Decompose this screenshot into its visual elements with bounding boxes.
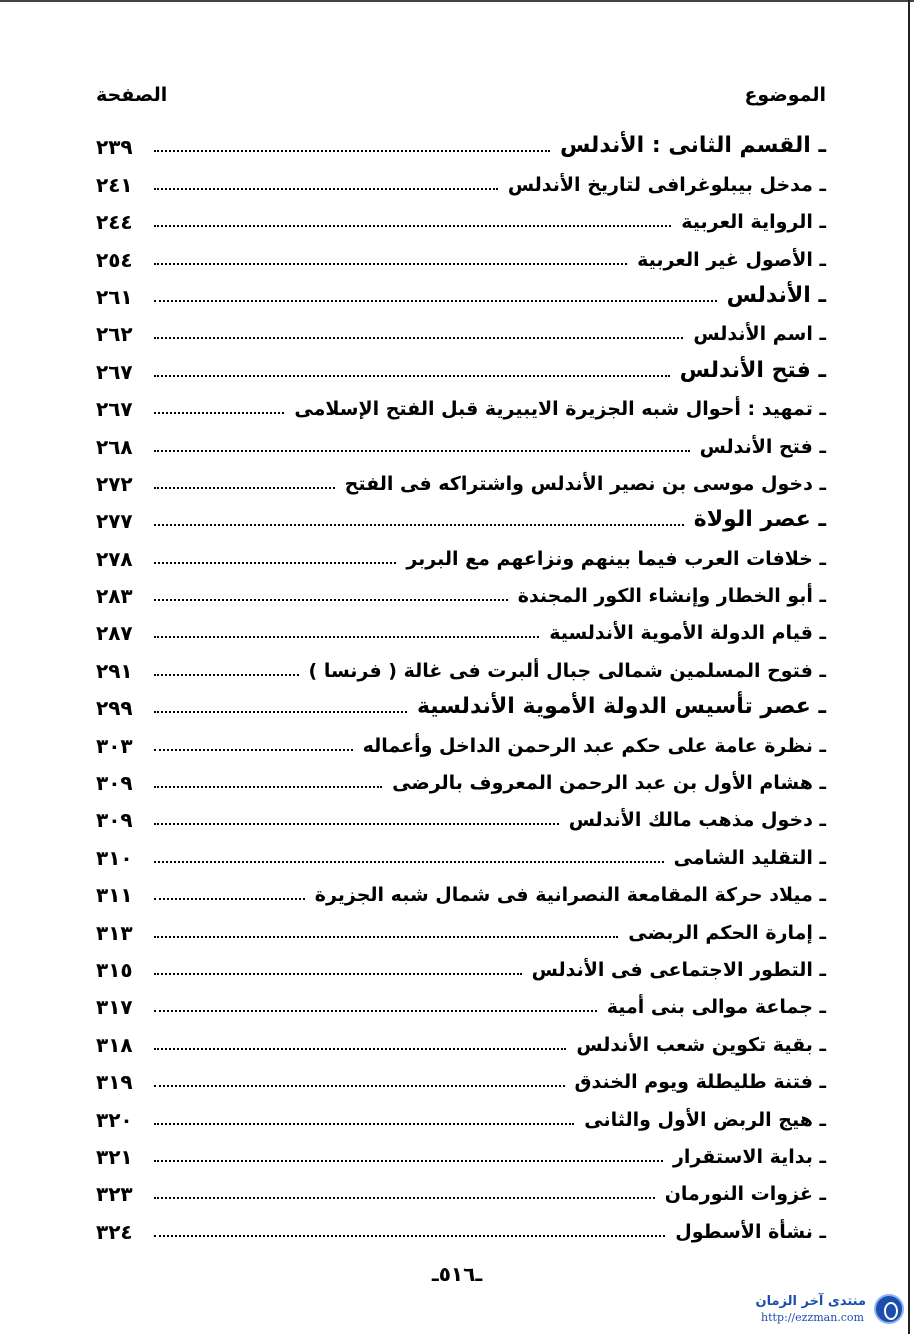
toc-entry-title: ـ إمارة الحكم الربضى — [628, 921, 826, 944]
page-number: ـ٥١٦ـ — [431, 1262, 483, 1286]
toc-subsection-row — [96, 164, 826, 201]
toc-entry-page: ٢٧٧ — [96, 509, 133, 534]
watermark-logo — [736, 1292, 908, 1328]
dot-leader — [154, 300, 717, 302]
toc-entry-title: ـ دخول مذهب مالك الأندلس — [568, 809, 826, 832]
toc-entry-title: ـ الرواية العربية — [681, 211, 826, 234]
dot-leader — [154, 973, 522, 975]
dot-leader — [154, 898, 305, 900]
toc-section-row — [96, 688, 826, 725]
dot-leader — [154, 1197, 655, 1199]
toc-entry-title: ـ عصر الولاة — [693, 507, 826, 533]
toc-entry-title: ـ اسم الأندلس — [693, 323, 826, 346]
toc-entry-title: ـ هشام الأول بن عبد الرحمن المعروف بالرضى — [392, 772, 826, 795]
toc-entry-page: ٢٦٢ — [96, 322, 133, 347]
toc-subsection-row — [96, 202, 826, 239]
dot-leader — [154, 711, 407, 713]
dot-leader — [154, 1123, 574, 1125]
subject-column-heading: الموضوع — [744, 84, 826, 106]
toc-entry-page: ٢٨٣ — [96, 584, 133, 609]
toc-subsection-row — [96, 650, 826, 687]
toc-entry-title: ـ بداية الاستقرار — [672, 1145, 826, 1168]
toc-entry-title: ـ عصر تأسيس الدولة الأموية الأندلسية — [416, 694, 826, 720]
toc-section-row — [96, 277, 826, 314]
dot-leader — [154, 375, 670, 377]
toc-entry-page: ٣١١ — [96, 883, 133, 908]
toc-entry-page: ٣١٠ — [96, 845, 133, 870]
dot-leader — [154, 562, 396, 564]
dot-leader — [154, 150, 550, 152]
toc-entry-page: ٢٦٧ — [96, 397, 133, 422]
page-column-heading: الصفحة — [96, 84, 168, 106]
toc-subsection-row — [96, 1137, 826, 1174]
toc-entry-page: ٢٧٨ — [96, 546, 133, 571]
toc-entry-title: ـ ميلاد حركة المقامعة النصرانية فى شمال شبه الجزيرة — [314, 884, 826, 907]
toc-header — [96, 84, 826, 114]
toc-entry-title: ـ خلافات العرب فيما بينهم ونزاعهم مع البربر — [406, 547, 826, 570]
dot-leader — [154, 1235, 665, 1237]
toc-entry-page: ٢٦١ — [96, 284, 133, 309]
toc-entry-title: ـ بقية تكوين شعب الأندلس — [576, 1033, 826, 1056]
toc-subsection-row — [96, 875, 826, 912]
toc-subsection-row — [96, 239, 826, 276]
dot-leader — [154, 263, 627, 265]
dot-leader — [154, 450, 690, 452]
toc-entry-title: ـ القسم الثانى : الأندلس — [559, 133, 826, 159]
toc-section-row — [96, 127, 826, 164]
toc-entry-title: ـ الأندلس — [726, 282, 826, 308]
toc-subsection-row — [96, 576, 826, 613]
toc-entry-title: ـ نظرة عامة على حكم عبد الرحمن الداخل وأعماله — [362, 734, 826, 757]
toc-entry-title: ـ تمهيد : أحوال شبه الجزيرة الايبيرية قبل الفتح الإسلامى — [294, 398, 826, 421]
toc-entry-page: ٣١٥ — [96, 957, 133, 982]
dot-leader — [154, 1160, 663, 1162]
toc-subsection-row — [96, 1024, 826, 1061]
toc-entry-page: ٣٠٩ — [96, 808, 133, 833]
toc-entry-title: ـ دخول موسى بن نصير الأندلس واشتراكه فى الفتح — [344, 472, 826, 495]
toc-entry-page: ٣١٣ — [96, 920, 133, 945]
page-border-top — [0, 0, 914, 2]
toc-entry-page: ٣٢٠ — [96, 1107, 133, 1132]
dot-leader — [154, 599, 508, 601]
toc-entry-page: ٣٢٣ — [96, 1182, 133, 1207]
toc-subsection-row — [96, 464, 826, 501]
toc-entry-page: ٢٦٧ — [96, 359, 133, 384]
dot-leader — [154, 524, 684, 526]
toc-subsection-row — [96, 1099, 826, 1136]
toc-subsection-row — [96, 987, 826, 1024]
toc-entry-title: ـ فتنة طليطلة ويوم الخندق — [574, 1071, 826, 1094]
toc-entry-page: ٣١٧ — [96, 995, 133, 1020]
toc-entry-page: ٣٢٤ — [96, 1219, 133, 1244]
toc-subsection-row — [96, 725, 826, 762]
forum-logo-icon — [874, 1294, 904, 1324]
dot-leader — [154, 1010, 597, 1012]
toc-entry-title: ـ فتوح المسلمين شمالى جبال ألبرت فى غالة ( فرنسا ) — [308, 659, 826, 682]
dot-leader — [154, 487, 335, 489]
dot-leader — [154, 936, 618, 938]
dot-leader — [154, 1048, 566, 1050]
table-of-contents — [96, 127, 826, 1249]
dot-leader — [154, 786, 382, 788]
toc-entry-title: ـ نشأة الأسطول — [675, 1220, 826, 1243]
watermark-url: http://ezzman.com — [761, 1311, 864, 1324]
toc-subsection-row — [96, 912, 826, 949]
toc-entry-title: ـ التطور الاجتماعى فى الأندلس — [531, 958, 826, 981]
toc-entry-page: ٢٩١ — [96, 658, 133, 683]
toc-section-row — [96, 351, 826, 388]
dot-leader — [154, 337, 683, 339]
toc-entry-page: ٢٧٢ — [96, 471, 133, 496]
toc-section-row — [96, 501, 826, 538]
toc-subsection-row — [96, 314, 826, 351]
toc-subsection-row — [96, 800, 826, 837]
toc-subsection-row — [96, 763, 826, 800]
page-border-right — [908, 0, 910, 1334]
dot-leader — [154, 188, 498, 190]
toc-entry-page: ٣٠٣ — [96, 733, 133, 758]
toc-subsection-row — [96, 950, 826, 987]
toc-subsection-row — [96, 1211, 826, 1248]
toc-subsection-row — [96, 426, 826, 463]
toc-entry-page: ٣٠٩ — [96, 771, 133, 796]
toc-entry-page: ٢٨٧ — [96, 621, 133, 646]
toc-entry-page: ٣١٨ — [96, 1032, 133, 1057]
toc-entry-page: ٢٤١ — [96, 172, 133, 197]
dot-leader — [154, 636, 539, 638]
toc-entry-page: ٣٢١ — [96, 1144, 133, 1169]
toc-entry-title: ـ فتح الأندلس — [699, 435, 826, 458]
toc-entry-title: ـ قيام الدولة الأموية الأندلسية — [549, 622, 826, 645]
dot-leader — [154, 674, 299, 676]
toc-entry-page: ٢٦٨ — [96, 434, 133, 459]
toc-entry-title: ـ هيج الربض الأول والثانى — [584, 1108, 826, 1131]
toc-entry-page: ٣١٩ — [96, 1070, 133, 1095]
toc-entry-title: ـ أبو الخطار وإنشاء الكور المجندة — [517, 585, 826, 608]
toc-entry-title: ـ فتح الأندلس — [679, 357, 826, 383]
toc-subsection-row — [96, 389, 826, 426]
toc-entry-title: ـ الأصول غير العربية — [637, 248, 826, 271]
dot-leader — [154, 823, 559, 825]
toc-subsection-row — [96, 1174, 826, 1211]
toc-entry-title: ـ مدخل بيبلوغرافى لتاريخ الأندلس — [507, 173, 826, 196]
dot-leader — [154, 749, 353, 751]
dot-leader — [154, 225, 671, 227]
watermark-brand: منتدى آخر الزمان — [755, 1294, 866, 1309]
toc-subsection-row — [96, 613, 826, 650]
toc-subsection-row — [96, 1062, 826, 1099]
toc-entry-page: ٢٩٩ — [96, 696, 133, 721]
dot-leader — [154, 861, 664, 863]
toc-entry-page: ٢٤٤ — [96, 210, 133, 235]
dot-leader — [154, 412, 284, 414]
toc-entry-title: ـ التقليد الشامى — [673, 846, 826, 869]
dot-leader — [154, 1085, 565, 1087]
toc-subsection-row — [96, 538, 826, 575]
toc-entry-title: ـ جماعة موالى بنى أمية — [606, 996, 826, 1019]
toc-subsection-row — [96, 837, 826, 874]
toc-entry-title: ـ غزوات النورمان — [664, 1183, 826, 1206]
toc-entry-page: ٢٣٩ — [96, 135, 133, 160]
toc-entry-page: ٢٥٤ — [96, 247, 133, 272]
